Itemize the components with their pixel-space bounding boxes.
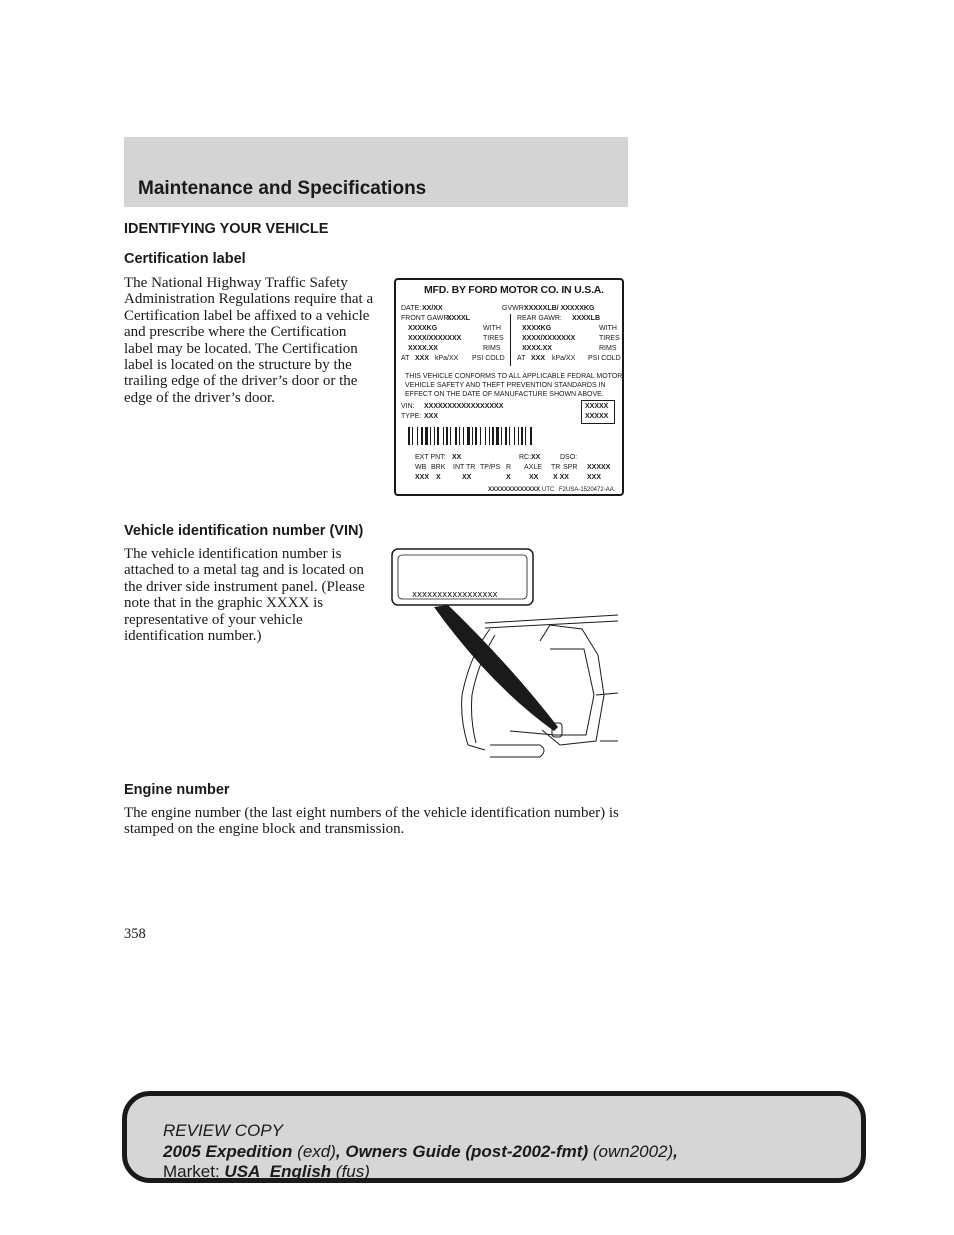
cert-rear-kg: XXXXKG: [522, 325, 552, 332]
cert-code-axle: AXLE: [524, 464, 542, 471]
cert-conformity-line-3: EFFECT ON THE DATE OF MANUFACTURE SHOWN ABOVE.: [405, 391, 604, 398]
footer-market: USA_English: [224, 1162, 332, 1181]
review-copy-footer: [122, 1091, 866, 1183]
cert-val-brk: X: [436, 474, 441, 481]
barcode-bar: [412, 427, 413, 445]
cert-type-label: TYPE:: [401, 413, 422, 420]
barcode-bar: [425, 427, 428, 445]
cert-label-paragraph: The National Highway Traffic Safety Administration Regulations require that a Certification label be affixed to a vehicle and prescribe where the Certification label may be located. The Certification label is located on the structure by the trailing edge of the driver’s door or the edge of the driver’s door.: [124, 275, 374, 406]
vin-tag-illustration: [390, 545, 620, 760]
cert-part-number: F2USA-1520472-AA: [559, 487, 614, 493]
cert-val-axle: XX: [529, 474, 539, 481]
cert-front-tire: XXXX/XXXXXXX: [408, 335, 462, 342]
cert-rear-at-value: XXX: [531, 355, 546, 362]
engine-paragraph: The engine number (the last eight numbers of the vehicle identification number) is stamped on the engine block and transmission.: [124, 805, 619, 838]
cert-front-kpa: kPa/XX: [435, 355, 459, 362]
cert-code-spr: SPR: [563, 464, 578, 471]
barcode-bar: [525, 427, 526, 445]
footer-guide-code: (own2002): [592, 1142, 674, 1161]
barcode-bar: [450, 427, 451, 445]
footer-comma: ,: [673, 1142, 678, 1161]
cert-front-tires: TIRES: [483, 335, 504, 342]
barcode-bar: [459, 427, 460, 445]
cert-val-r: X: [506, 474, 511, 481]
footer-review: REVIEW COPY: [163, 1121, 283, 1140]
barcode-bar: [417, 427, 418, 445]
barcode-bar: [421, 427, 423, 445]
barcode-bar: [489, 427, 490, 445]
cert-front-gawr-value: XXXXL: [447, 315, 470, 322]
vin-tag-text: xxxxxxxxxxxxxxxxx: [412, 590, 498, 600]
cert-rear-psi: PSI COLD: [588, 355, 621, 362]
cert-vin-label: VIN:: [401, 403, 415, 410]
vin-heading: Vehicle identification number (VIN): [124, 523, 364, 539]
barcode-bar: [521, 427, 523, 445]
cert-box-value-2: XXXXX: [585, 413, 609, 420]
cert-code-tp-ps: TP/PS: [480, 464, 501, 471]
footer-model: 2005 Expedition: [163, 1142, 293, 1161]
footer-model-code: (exd): [297, 1142, 336, 1161]
cert-code-wb: WB: [415, 464, 427, 471]
cert-rear-tires: TIRES: [599, 335, 620, 342]
cert-rear-rim: XXXX.XX: [522, 345, 552, 352]
cert-conformity-line-2: VEHICLE SAFETY AND THEFT PREVENTION STANDARDS IN: [405, 382, 606, 389]
cert-vin-value: XXXXXXXXXXXXXXXXX: [424, 403, 504, 410]
cert-rear-with: WITH: [599, 325, 617, 332]
cert-front-rim: XXXX.XX: [408, 345, 438, 352]
cert-dso-label: DSO:: [560, 454, 578, 461]
cert-rear-rims: RIMS: [599, 345, 617, 352]
cert-label-heading: Certification label: [124, 251, 246, 267]
cert-gvwr-label: GVWR:: [502, 305, 526, 312]
cert-divider: [510, 314, 511, 366]
cert-front-kg: XXXXKG: [408, 325, 438, 332]
cert-val-tr-spr: X XX: [553, 474, 569, 481]
barcode-bar: [505, 427, 507, 445]
cert-code-int-tr: INT TR: [453, 464, 476, 471]
identifying-heading: IDENTIFYING YOUR VEHICLE: [124, 221, 329, 237]
cert-ext-pnt-label: EXT PNT:: [415, 454, 446, 461]
cert-code-brk: BRK: [431, 464, 446, 471]
cert-front-at: AT: [401, 355, 410, 362]
cert-box-value-1: XXXXX: [585, 403, 609, 410]
cert-rear-gawr-value: XXXXLB: [572, 315, 601, 322]
barcode-bar: [437, 427, 439, 445]
footer-market-label: Market:: [163, 1162, 220, 1181]
barcode-bar: [472, 427, 473, 445]
cert-front-with: WITH: [483, 325, 501, 332]
cert-conformity-line-1: THIS VEHICLE CONFORMS TO ALL APPLICABLE FEDRAL MOTOR: [405, 373, 623, 380]
barcode-bar: [467, 427, 470, 445]
cert-code-xxxxx: XXXXX: [587, 464, 611, 471]
cert-front-rims: RIMS: [483, 345, 501, 352]
cert-rc-value: XX: [531, 454, 541, 461]
cert-date-value: XX/XX: [422, 305, 443, 312]
barcode-bar: [455, 427, 457, 445]
cert-barcode: [408, 427, 613, 445]
cert-rear-at: AT: [517, 355, 526, 362]
engine-heading: Engine number: [124, 782, 230, 798]
cert-title: MFD. BY FORD MOTOR CO. IN U.S.A.: [424, 284, 604, 296]
barcode-bar: [475, 427, 477, 445]
cert-gvwr-value: XXXXXLB/ XXXXXKG: [524, 305, 595, 312]
page-number: 358: [124, 926, 146, 942]
barcode-bar: [492, 427, 494, 445]
cert-serial: XXXXXXXXXXXXX: [488, 487, 541, 493]
barcode-bar: [463, 427, 464, 445]
footer-guide: , Owners Guide (post-2002-fmt): [335, 1142, 589, 1161]
cert-code-tr: TR: [551, 464, 561, 471]
cert-rear-tire: XXXX/XXXXXXX: [522, 335, 576, 342]
barcode-bar: [485, 427, 486, 445]
certification-label-illustration: [394, 278, 624, 496]
cert-code-r: R: [506, 464, 512, 471]
cert-ext-pnt-value: XX: [452, 454, 462, 461]
barcode-bar: [509, 427, 510, 445]
cert-front-at-value: XXX: [415, 355, 430, 362]
footer-line-3: [163, 1162, 370, 1181]
barcode-bar: [480, 427, 481, 445]
barcode-bar: [530, 427, 532, 445]
barcode-bar: [518, 427, 519, 445]
cert-rear-kpa: kPa/XX: [552, 355, 576, 362]
barcode-bar: [434, 427, 435, 445]
cert-val-xxx: XXX: [587, 474, 602, 481]
cert-rear-gawr-label: REAR GAWR:: [517, 315, 562, 322]
vin-paragraph: The vehicle identification number is attached to a metal tag and is located on the driver side instrument panel. (Please note that in the graphic XXXX is representative of your vehicle identification number.): [124, 546, 365, 645]
cert-front-gawr-label: FRONT GAWR:: [401, 315, 451, 322]
cert-type-value: XXX: [424, 413, 439, 420]
section-title: Maintenance and Specifications: [138, 178, 427, 199]
cert-val-wb: XXX: [415, 474, 430, 481]
barcode-bar: [514, 427, 515, 445]
barcode-bar: [408, 427, 410, 445]
cert-date-label: DATE:: [401, 305, 422, 312]
barcode-bar: [443, 427, 444, 445]
footer-line-2: [163, 1142, 678, 1161]
barcode-bar: [501, 427, 502, 445]
cert-utc: UTC: [542, 487, 555, 493]
cert-val-int-tr: XX: [462, 474, 472, 481]
barcode-bar: [446, 427, 448, 445]
cert-front-psi: PSI COLD: [472, 355, 505, 362]
barcode-bar: [496, 427, 499, 445]
footer-market-code: (fus): [335, 1162, 370, 1181]
cert-rc-label: RC:: [519, 454, 532, 461]
barcode-bar: [430, 427, 431, 445]
